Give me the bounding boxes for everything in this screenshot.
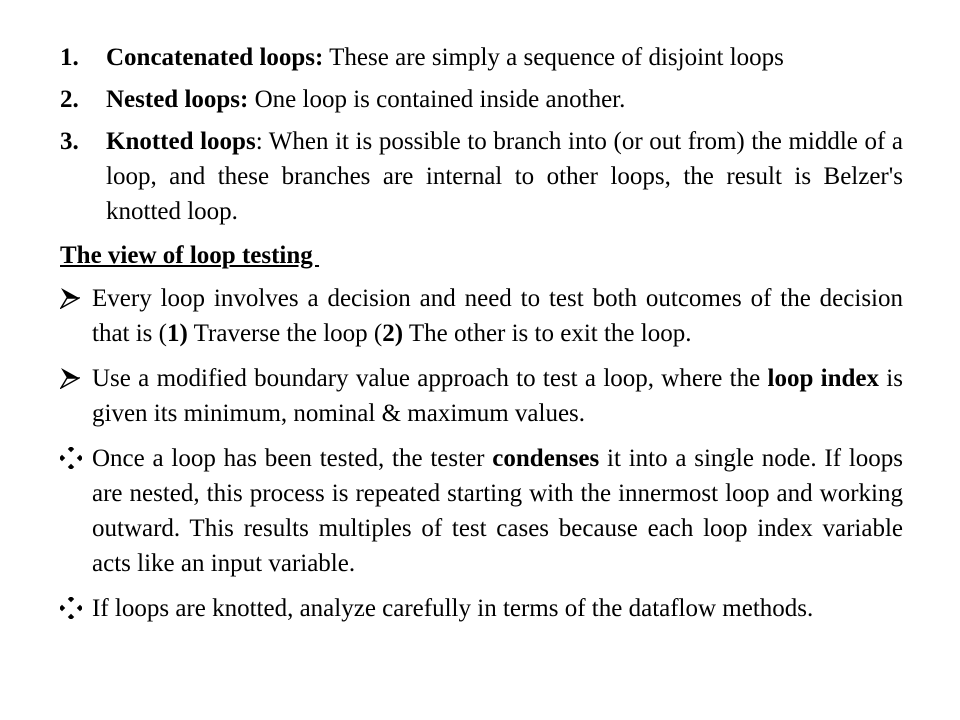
text-run: Every loop involves a decision and need to test both outcomes of the decision that is ( bbox=[92, 285, 903, 347]
bullet-item bbox=[60, 591, 903, 626]
loop-types-list bbox=[60, 40, 903, 236]
list-item-nested-loops bbox=[60, 82, 903, 117]
bullet-text bbox=[92, 591, 903, 626]
diamond-bullet-icon bbox=[60, 441, 92, 581]
loop-testing-bullets bbox=[60, 281, 903, 636]
bold-text: loop index bbox=[767, 365, 880, 392]
bullet-item bbox=[60, 361, 903, 431]
text-run: it into a single node. If loops are nested, this process is repeated starting with the innermost loop and working outward. This results multiples of test cases because each loop index variable acts like an input variable. bbox=[92, 445, 903, 577]
term-label: Nested loops: bbox=[106, 86, 249, 113]
list-number: 3. bbox=[60, 128, 79, 155]
list-number: 2. bbox=[60, 86, 79, 113]
term-label: Knotted loops bbox=[106, 128, 256, 155]
list-item-text bbox=[106, 82, 903, 117]
arrow-bullet-icon bbox=[60, 281, 92, 351]
list-item-text bbox=[106, 40, 903, 75]
bullet-item bbox=[60, 441, 903, 581]
bullet-text bbox=[92, 281, 903, 351]
list-item-knotted-loops bbox=[60, 124, 903, 229]
text-run: If loops are knotted, analyze carefully in terms of the dataflow methods. bbox=[92, 595, 814, 622]
bullet-text bbox=[92, 361, 903, 431]
diamond-bullet-icon bbox=[60, 591, 92, 626]
section-heading: The view of loop testing bbox=[60, 242, 320, 269]
bullet-item bbox=[60, 281, 903, 351]
bold-text: 2) bbox=[382, 320, 404, 347]
text-run: The other is to exit the loop. bbox=[403, 320, 692, 347]
term-description: These are simply a sequence of disjoint loops bbox=[323, 44, 784, 71]
text-run: Use a modified boundary value approach to test a loop, where the bbox=[92, 365, 768, 392]
arrow-bullet-icon bbox=[60, 361, 92, 431]
term-description: One loop is contained inside another. bbox=[248, 86, 626, 113]
text-run: Once a loop has been tested, the tester bbox=[92, 445, 493, 472]
bullet-text bbox=[92, 441, 903, 581]
term-label: Concatenated loops: bbox=[106, 44, 324, 71]
list-item-concatenated-loops bbox=[60, 40, 903, 75]
bold-text: 1) bbox=[167, 320, 188, 347]
text-run: Traverse the loop ( bbox=[187, 320, 383, 347]
list-number: 1. bbox=[60, 44, 79, 71]
text-run: is given its minimum, nominal & maximum values. bbox=[92, 365, 903, 427]
list-item-text bbox=[106, 124, 903, 229]
bold-text: condenses bbox=[492, 445, 600, 472]
term-description: : When it is possible to branch into (or out from) the middle of a loop, and these branches are internal to other loops, the result is Belzer's knotted loop. bbox=[106, 128, 903, 225]
